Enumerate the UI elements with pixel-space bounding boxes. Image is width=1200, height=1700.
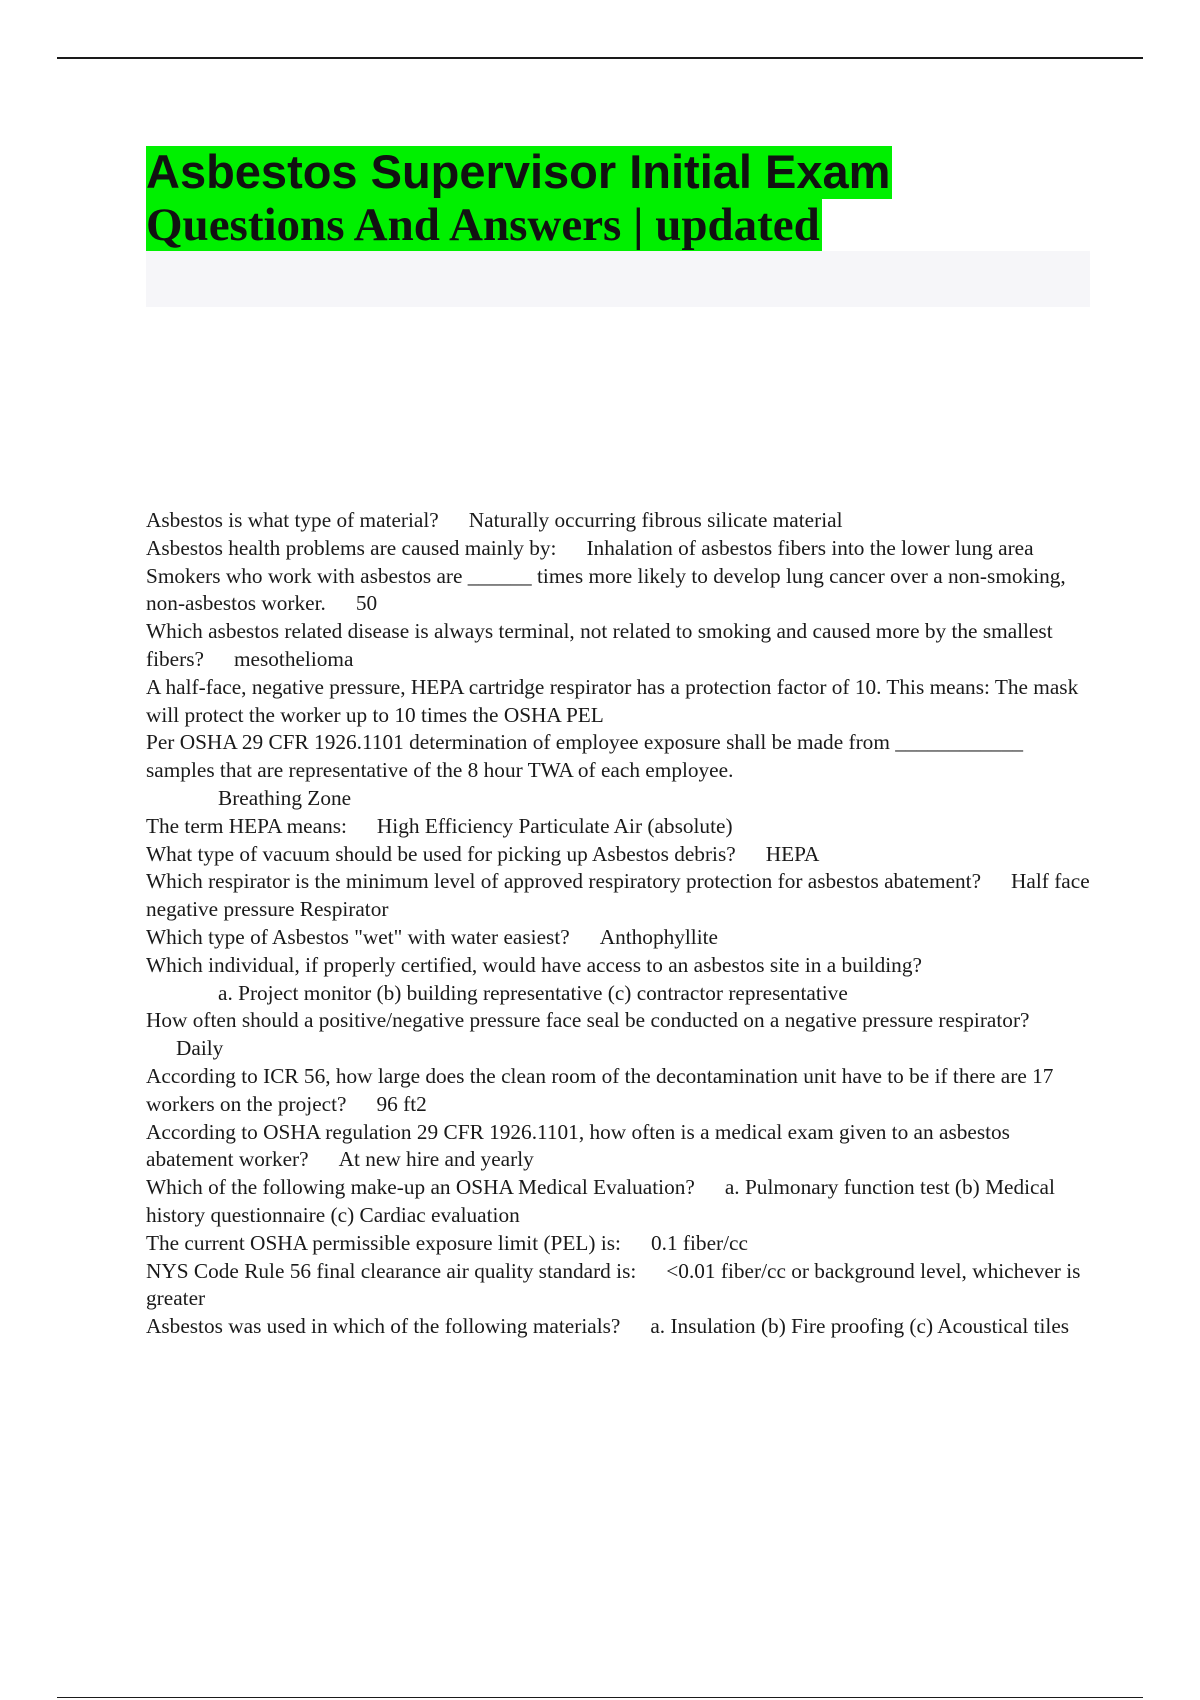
qa-list bbox=[146, 507, 1090, 1341]
qa-item bbox=[146, 952, 1090, 1008]
question: According to ICR 56, how large does the clean room of the decontamination unit have to be if there are 17 workers on the project? bbox=[146, 1063, 1054, 1116]
question: Which asbestos related disease is always terminal, not related to smoking and caused more by the smallest fibers? bbox=[146, 619, 1053, 671]
answer: High Efficiency Particulate Air (absolute) bbox=[376, 813, 733, 838]
qa-item bbox=[146, 535, 1090, 563]
qa-item bbox=[146, 1063, 1090, 1119]
answer: Inhalation of asbestos fibers into the lower lung area bbox=[586, 535, 1034, 560]
qa-item bbox=[146, 618, 1090, 674]
document-title bbox=[146, 146, 1090, 307]
answer: HEPA bbox=[765, 841, 820, 866]
qa-item bbox=[146, 868, 1090, 924]
question: How often should a positive/negative pressure face seal be conducted on a negative pressure respirator? bbox=[146, 1008, 1030, 1033]
qa-item bbox=[146, 1119, 1090, 1175]
title-line-1: Asbestos Supervisor Initial Exam bbox=[146, 145, 891, 198]
answer: Half face negative pressure Respirator bbox=[146, 869, 1090, 922]
question: Asbestos is what type of material? bbox=[146, 508, 439, 532]
question: A half-face, negative pressure, HEPA cartridge respirator has a protection factor of 10. This means: bbox=[146, 674, 990, 699]
question: Per OSHA 29 CFR 1926.1101 determination of employee exposure shall be made from ____________ samples that are representative of the 8 hour TWA of each employee. bbox=[146, 730, 1023, 783]
answer: a. Pulmonary function test (b) Medical history questionnaire (c) Cardiac evaluation bbox=[146, 1175, 1055, 1227]
qa-item bbox=[146, 841, 1090, 869]
qa-item bbox=[146, 674, 1090, 730]
answer: 0.1 fiber/cc bbox=[650, 1230, 748, 1255]
qa-item bbox=[146, 563, 1090, 619]
question: The term HEPA means: bbox=[146, 813, 347, 838]
answer: Breathing Zone bbox=[218, 785, 352, 810]
question: Asbestos health problems are caused mainly by: bbox=[146, 535, 557, 560]
qa-item bbox=[146, 813, 1090, 841]
question: The current OSHA permissible exposure limit (PEL) is: bbox=[146, 1230, 621, 1255]
answer: At new hire and yearly bbox=[338, 1147, 534, 1172]
qa-item bbox=[146, 1174, 1090, 1230]
answer: Naturally occurring fibrous silicate material bbox=[468, 508, 843, 532]
question: Which individual, if properly certified, would have access to an asbestos site in a building? bbox=[146, 952, 922, 977]
answer: Anthophyllite bbox=[599, 924, 719, 949]
qa-item bbox=[146, 1007, 1090, 1063]
question: NYS Code Rule 56 final clearance air quality standard is: bbox=[146, 1258, 637, 1283]
question: Which respirator is the minimum level of approved respiratory protection for asbestos abatement? bbox=[146, 869, 982, 894]
qa-item bbox=[146, 1258, 1090, 1314]
question: What type of vacuum should be used for picking up Asbestos debris? bbox=[146, 841, 736, 866]
answer: 96 ft2 bbox=[376, 1091, 427, 1116]
answer: <0.01 fiber/cc or background level, whichever is greater bbox=[146, 1258, 1081, 1311]
answer: a. Insulation (b) Fire proofing (c) Acoustical tiles bbox=[650, 1314, 1070, 1339]
answer: Daily bbox=[176, 1036, 224, 1061]
top-rule bbox=[57, 57, 1143, 59]
bottom-rule bbox=[57, 1697, 1143, 1698]
question: Smokers who work with asbestos are ______ times more likely to develop lung cancer over a non-smoking, non-asbestos worker. bbox=[146, 563, 1066, 616]
qa-item bbox=[146, 729, 1090, 812]
qa-item bbox=[146, 507, 1090, 535]
title-band bbox=[146, 251, 1090, 307]
question: Asbestos was used in which of the following materials? bbox=[146, 1314, 621, 1339]
question: Which type of Asbestos "wet" with water easiest? bbox=[146, 924, 570, 949]
answer: 50 bbox=[355, 591, 378, 616]
answer: The mask will protect the worker up to 10 times the OSHA PEL bbox=[146, 674, 1079, 727]
qa-item bbox=[146, 1230, 1090, 1258]
question: According to OSHA regulation 29 CFR 1926.1101, how often is a medical exam given to an asbestos abatement worker? bbox=[146, 1119, 1010, 1172]
qa-item bbox=[146, 924, 1090, 952]
title-line-2: Questions And Answers | updated bbox=[146, 198, 820, 251]
question: Which of the following make-up an OSHA Medical Evaluation? bbox=[146, 1175, 695, 1200]
answer: a. Project monitor (b) building representative (c) contractor representative bbox=[218, 980, 848, 1005]
answer: mesothelioma bbox=[233, 646, 354, 671]
qa-item bbox=[146, 1313, 1090, 1341]
